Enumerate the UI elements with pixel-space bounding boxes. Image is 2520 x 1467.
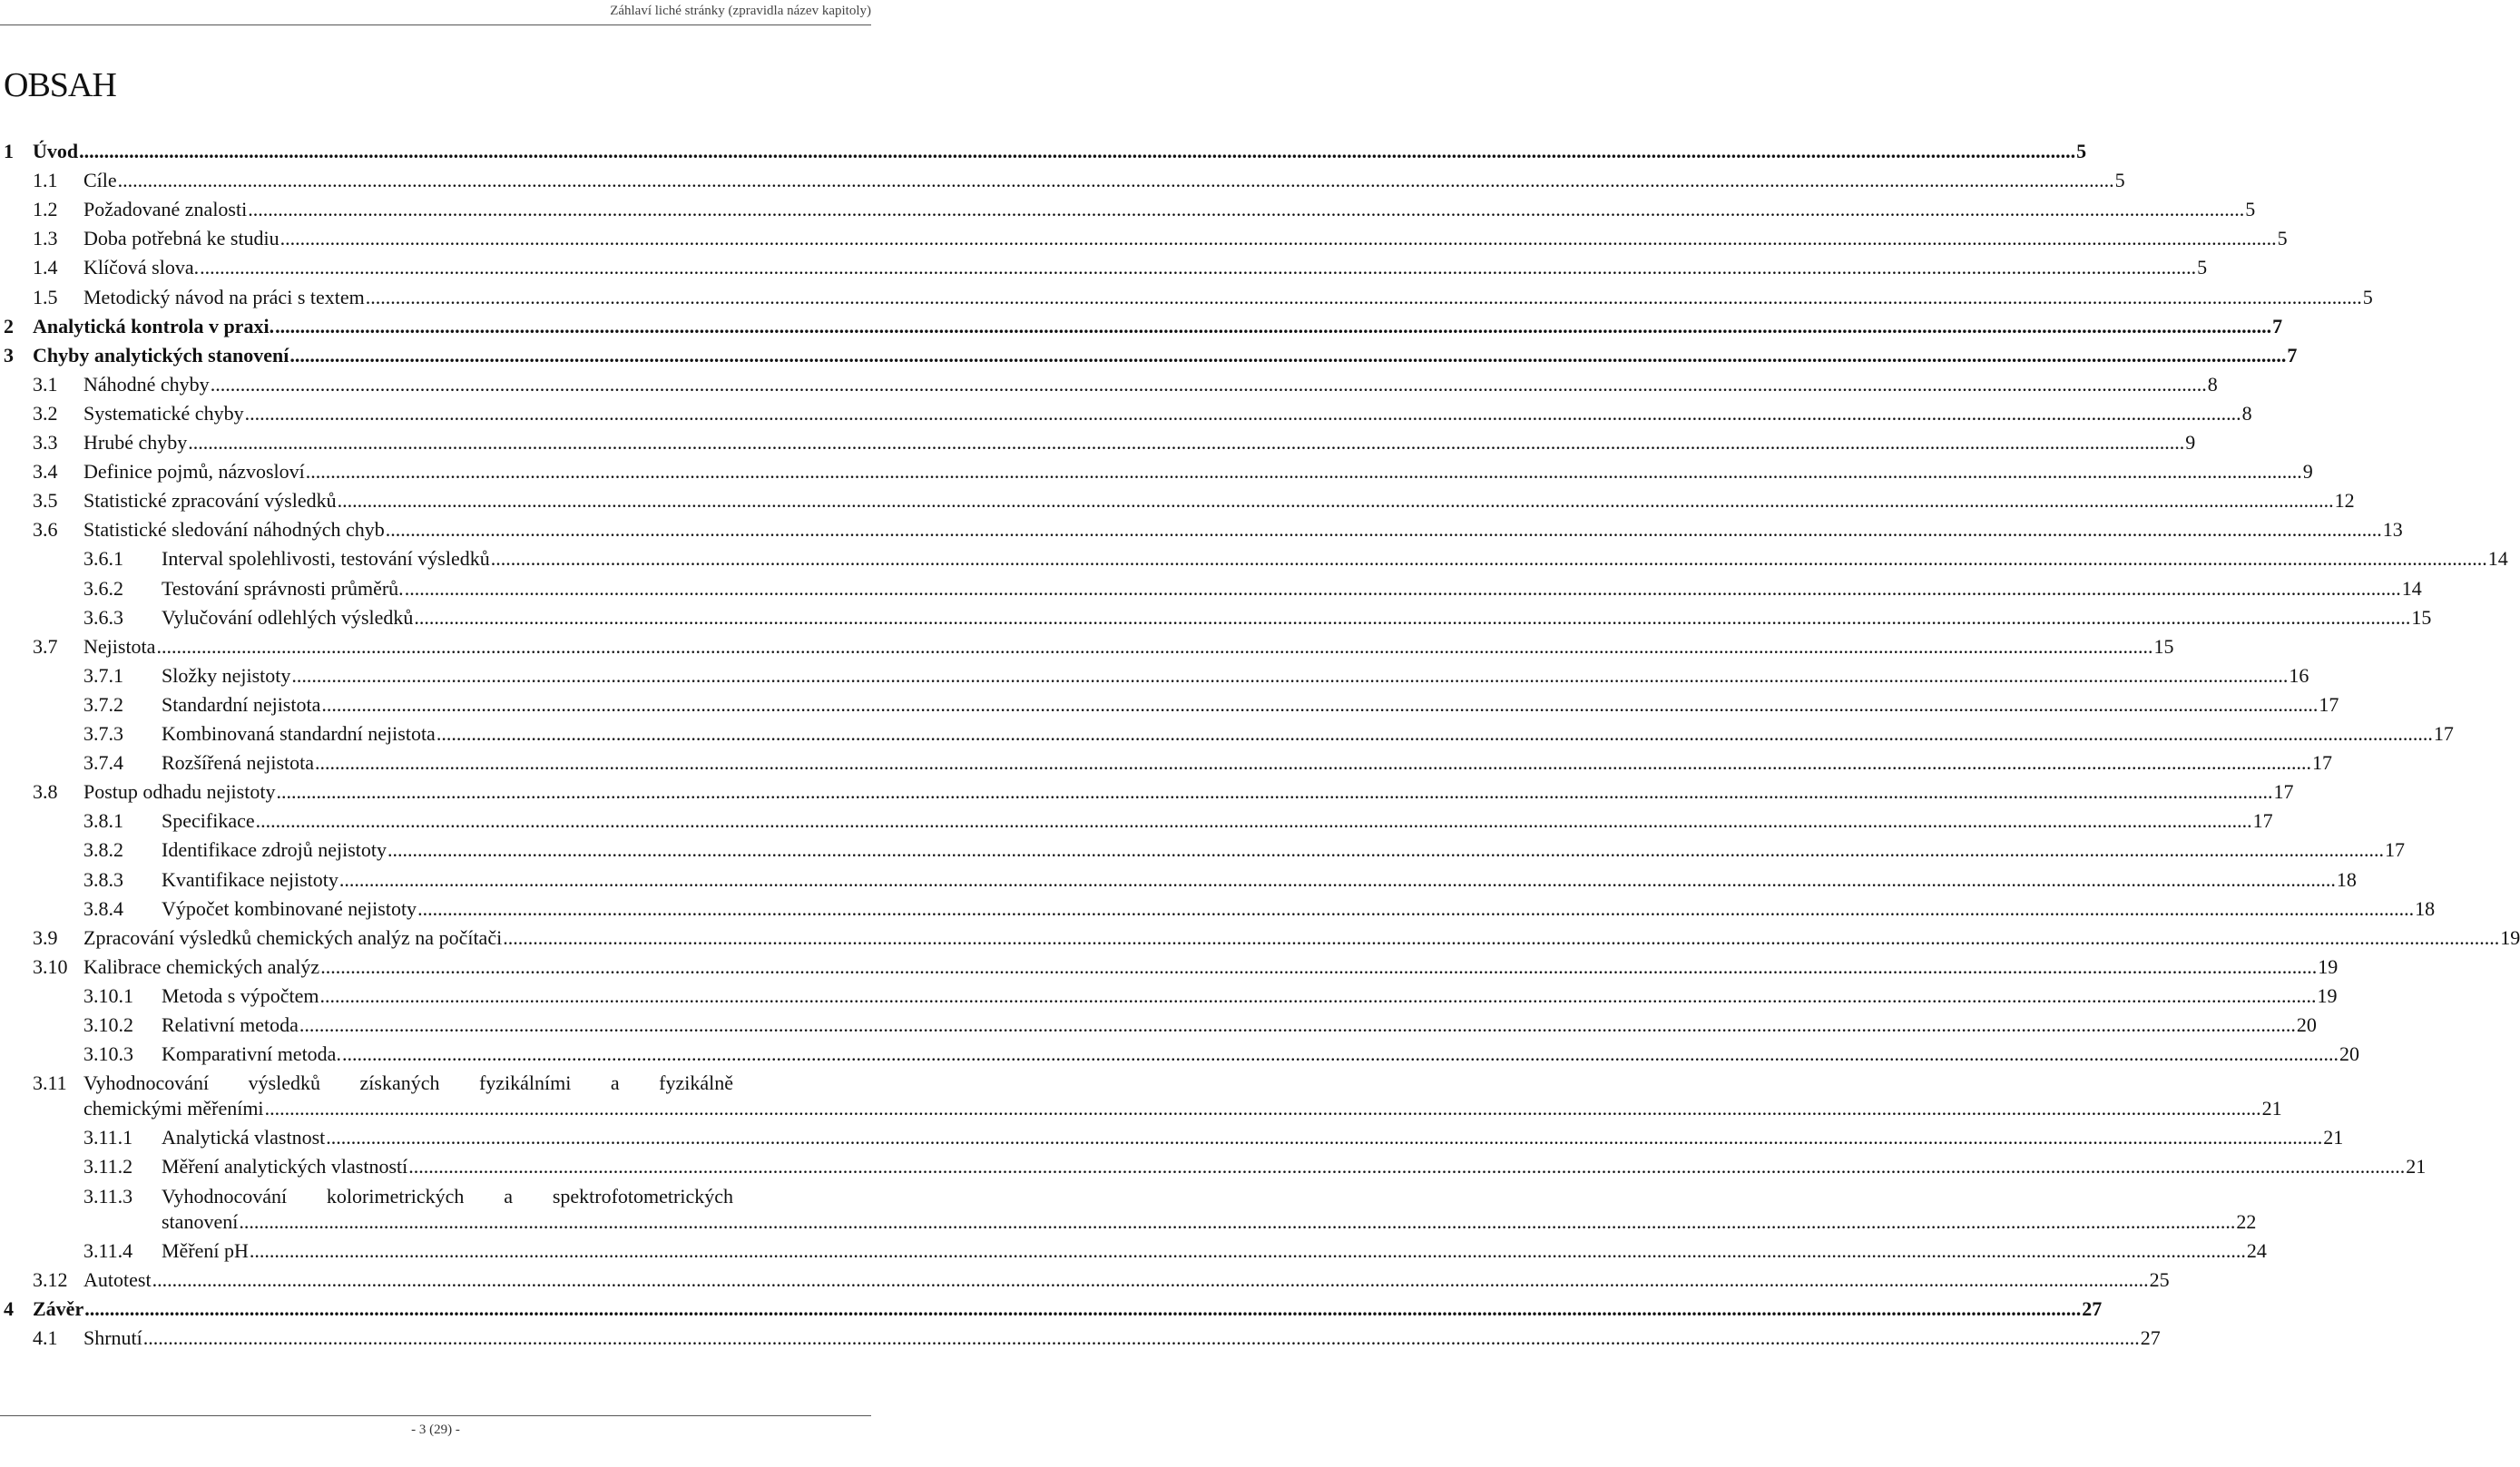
- toc-entry-label: Metoda s výpočtem: [162, 983, 319, 1007]
- toc-number-text: 4: [4, 1296, 14, 1320]
- toc-entry[interactable]: [162, 1012, 2317, 1039]
- toc-word: spektrofotometrických: [552, 1184, 733, 1208]
- toc-page-number: 9: [2302, 460, 2313, 484]
- toc-leader-dots: ................................................................................................................................................................................................................................................................................................................................................................................................................: [289, 343, 2287, 367]
- toc-entry-label: Požadované znalosti: [83, 198, 248, 221]
- toc-entry-line: [162, 1183, 733, 1210]
- toc-page-number: 14: [2487, 547, 2508, 571]
- toc-entry[interactable]: [162, 691, 2339, 719]
- toc-page-number: 19: [2317, 983, 2338, 1007]
- toc-number-text: 1.3: [33, 227, 58, 250]
- toc-entry[interactable]: [33, 138, 2087, 165]
- toc-leader-dots: ................................................................................................................................................................................................................................................................................................................................................................................................................: [490, 547, 2487, 571]
- toc-leader-dots: ................................................................................................................................................................................................................................................................................................................................................................................................................: [248, 198, 2245, 221]
- toc-page-number: 17: [2385, 838, 2406, 862]
- toc-leader-dots: ................................................................................................................................................................................................................................................................................................................................................................................................................: [341, 1042, 2339, 1066]
- toc-leader-dots: ................................................................................................................................................................................................................................................................................................................................................................................................................: [321, 692, 2319, 716]
- toc-number: [33, 1070, 67, 1097]
- toc-number: [83, 1012, 133, 1039]
- toc-number: [83, 807, 123, 835]
- toc-entry[interactable]: [162, 866, 2357, 894]
- toc-number-text: 3.7: [33, 634, 58, 658]
- toc-entry[interactable]: [83, 196, 2256, 223]
- toc-page-number: 5: [2277, 227, 2288, 250]
- toc-entry[interactable]: [83, 400, 2252, 427]
- toc-leader-dots: ................................................................................................................................................................................................................................................................................................................................................................................................................: [337, 489, 2334, 513]
- toc-number: [33, 167, 58, 194]
- toc-number: [83, 575, 123, 602]
- toc-entry-label: Složky nejistoty: [162, 663, 291, 687]
- toc-entry-label: Cíle: [83, 169, 117, 192]
- toc-leader-dots: ................................................................................................................................................................................................................................................................................................................................................................................................................: [387, 838, 2385, 862]
- toc-number-text: 2: [4, 314, 14, 337]
- toc-number: [33, 196, 58, 223]
- toc-leader-dots: ................................................................................................................................................................................................................................................................................................................................................................................................................: [276, 780, 2273, 804]
- toc-entry[interactable]: [162, 749, 2333, 777]
- toc-entry[interactable]: [83, 458, 2313, 485]
- toc-number-text: 3.7.2: [83, 692, 123, 716]
- toc-number: [83, 749, 123, 777]
- toc-leader-dots: ................................................................................................................................................................................................................................................................................................................................................................................................................: [239, 1209, 2236, 1233]
- toc-word: fyzikálními: [478, 1071, 572, 1095]
- toc-entry[interactable]: [162, 1124, 2344, 1151]
- toc-entry-label: Analytická kontrola v praxi.: [33, 314, 275, 337]
- toc-entry[interactable]: [83, 254, 2208, 281]
- toc-number: [33, 225, 58, 252]
- toc-entry-label: Hrubé chyby: [83, 431, 188, 454]
- toc-number-text: 3.6.3: [83, 605, 123, 629]
- toc-page-number: 25: [2149, 1267, 2170, 1291]
- toc-entry-label: Měření pH: [162, 1238, 249, 1262]
- toc-number-text: 1.4: [33, 256, 58, 279]
- toc-entry-label: Specifikace: [162, 809, 255, 833]
- toc-leader-dots: ................................................................................................................................................................................................................................................................................................................................................................................................................: [249, 1238, 2246, 1262]
- toc-number-text: 3.10.3: [83, 1042, 133, 1066]
- toc-number: [83, 866, 123, 894]
- toc-number: [83, 836, 123, 864]
- toc-word: kolorimetrických: [326, 1184, 465, 1208]
- toc-page-number: 5: [2362, 285, 2373, 308]
- toc-leader-dots: ................................................................................................................................................................................................................................................................................................................................................................................................................: [275, 314, 2272, 337]
- toc-entry-label: Výpočet kombinované nejistoty: [162, 896, 417, 920]
- toc-leader-dots: ................................................................................................................................................................................................................................................................................................................................................................................................................: [156, 634, 2153, 658]
- toc-entry[interactable]: [162, 895, 2436, 923]
- toc-entry-label: Doba potřebná ke studiu: [83, 227, 279, 250]
- toc-entry-label: Testování správnosti průměrů.: [162, 576, 404, 600]
- toc-leader-dots: ................................................................................................................................................................................................................................................................................................................................................................................................................: [365, 285, 2362, 308]
- toc-leader-dots: ................................................................................................................................................................................................................................................................................................................................................................................................................: [436, 722, 2433, 745]
- toc-entry[interactable]: [83, 778, 2294, 806]
- toc-entry[interactable]: [83, 633, 2174, 660]
- toc-number: [33, 487, 58, 514]
- toc-number-text: 3.11: [33, 1071, 67, 1095]
- toc-page-number: 12: [2334, 489, 2355, 513]
- toc-number: [4, 1296, 14, 1323]
- header-rule: [0, 24, 871, 25]
- toc-number: [4, 138, 14, 165]
- toc-number-text: 4.1: [33, 1325, 58, 1349]
- toc-entry-label: Definice pojmů, názvosloví: [83, 460, 305, 484]
- toc-word: a: [504, 1184, 513, 1208]
- toc-number-text: 3.11.4: [83, 1238, 133, 1262]
- toc-page-number: 15: [2411, 605, 2432, 629]
- toc-number: [33, 1267, 68, 1294]
- toc-number: [83, 720, 123, 748]
- toc-entry-label: Analytická vlastnost: [162, 1126, 326, 1149]
- toc-leader-dots: ................................................................................................................................................................................................................................................................................................................................................................................................................: [152, 1267, 2149, 1291]
- toc-number: [33, 254, 58, 281]
- toc-page-number: 18: [2415, 896, 2436, 920]
- toc-leader-dots: ................................................................................................................................................................................................................................................................................................................................................................................................................: [417, 896, 2415, 920]
- toc-number: [83, 545, 123, 572]
- toc-page-number: 21: [2323, 1126, 2344, 1149]
- toc-leader-dots: ................................................................................................................................................................................................................................................................................................................................................................................................................: [408, 1155, 2406, 1178]
- toc-number: [4, 313, 14, 340]
- toc-word: Vyhodnocování: [162, 1184, 288, 1208]
- toc-number: [83, 691, 123, 719]
- toc-leader-dots: ................................................................................................................................................................................................................................................................................................................................................................................................................: [319, 983, 2317, 1007]
- toc-entry-label: Závěr: [33, 1296, 84, 1320]
- toc-page-number: 5: [2076, 140, 2087, 162]
- toc-leader-dots: ................................................................................................................................................................................................................................................................................................................................................................................................................: [79, 140, 2076, 162]
- page-title: OBSAH: [4, 66, 116, 104]
- toc-entry[interactable]: [83, 284, 2373, 311]
- toc-number-text: 3.3: [33, 431, 58, 454]
- toc-entry-label: Vylučování odlehlých výsledků: [162, 605, 414, 629]
- toc-number-text: 3.1: [33, 372, 58, 396]
- toc-number: [4, 342, 14, 369]
- toc-entry[interactable]: [83, 954, 2339, 981]
- toc-number-text: 3.8.3: [83, 867, 123, 891]
- toc-number-text: 1.5: [33, 285, 58, 308]
- toc-entry[interactable]: [33, 1296, 2103, 1323]
- toc-number: [33, 516, 58, 543]
- toc-entry-label: Postup odhadu nejistoty: [83, 780, 276, 804]
- toc-page-number: 8: [2241, 401, 2252, 425]
- toc-page-number: 14: [2401, 576, 2422, 600]
- toc-page-number: 17: [2433, 722, 2454, 745]
- toc-number-text: 3.11.2: [83, 1155, 133, 1178]
- toc-number-text: 3: [4, 343, 14, 367]
- toc-leader-dots: ................................................................................................................................................................................................................................................................................................................................................................................................................: [117, 169, 2114, 192]
- toc-word: fyzikálně: [659, 1071, 733, 1095]
- toc-number: [33, 400, 58, 427]
- toc-entry-label: Statistické sledování náhodných chyb: [83, 518, 385, 542]
- toc-number: [83, 1153, 132, 1180]
- toc-leader-dots: ................................................................................................................................................................................................................................................................................................................................................................................................................: [385, 518, 2382, 542]
- toc-page-number: 7: [2272, 314, 2283, 337]
- toc-entry-label: Úvod: [33, 140, 79, 162]
- toc-page-number: 24: [2246, 1238, 2267, 1262]
- toc-page-number: 27: [2082, 1296, 2103, 1320]
- toc-entry[interactable]: [83, 1325, 2161, 1352]
- toc-number: [83, 1183, 132, 1210]
- toc-number: [33, 458, 58, 485]
- toc-number: [33, 429, 58, 456]
- toc-number-text: 3.6.2: [83, 576, 123, 600]
- toc-leader-dots: ................................................................................................................................................................................................................................................................................................................................................................................................................: [320, 954, 2318, 978]
- toc-page-number: 16: [2289, 663, 2309, 687]
- toc-entry-label: Interval spolehlivosti, testování výsledků: [162, 547, 490, 571]
- toc-leader-dots: ................................................................................................................................................................................................................................................................................................................................................................................................................: [315, 751, 2312, 775]
- toc-word: získaných: [359, 1071, 440, 1095]
- toc-number: [83, 1124, 132, 1151]
- toc-number-text: 3.7.1: [83, 663, 123, 687]
- toc-page-number: 19: [2318, 954, 2339, 978]
- toc-page-number: 18: [2336, 867, 2357, 891]
- toc-entry[interactable]: [162, 1153, 2427, 1180]
- toc-leader-dots: ................................................................................................................................................................................................................................................................................................................................................................................................................: [404, 576, 2401, 600]
- toc-entry[interactable]: [162, 1041, 2359, 1068]
- toc-number-text: 3.5: [33, 489, 58, 513]
- toc-page-number: 19: [2500, 925, 2520, 949]
- toc-entry-label: Komparativní metoda.: [162, 1042, 341, 1066]
- toc-page-number: 27: [2140, 1325, 2161, 1349]
- toc-entry[interactable]: [162, 575, 2422, 602]
- toc-number-text: 3.2: [33, 401, 58, 425]
- toc-entry-label: Klíčová slova.: [83, 256, 200, 279]
- toc-number: [33, 924, 58, 952]
- toc-number-text: 3.9: [33, 925, 58, 949]
- toc-entry[interactable]: [162, 983, 2338, 1010]
- toc-entry-label: Identifikace zdrojů nejistoty: [162, 838, 387, 862]
- toc-leader-dots: ................................................................................................................................................................................................................................................................................................................................................................................................................: [142, 1325, 2140, 1349]
- toc-leader-dots: ................................................................................................................................................................................................................................................................................................................................................................................................................: [291, 663, 2289, 687]
- toc-number-text: 3.8.2: [83, 838, 123, 862]
- toc-page-number: 21: [2261, 1097, 2282, 1120]
- toc-entry-label: Měření analytických vlastností: [162, 1155, 408, 1178]
- toc-entry[interactable]: [162, 1208, 2257, 1236]
- toc-leader-dots: ................................................................................................................................................................................................................................................................................................................................................................................................................: [188, 431, 2185, 454]
- toc-number-text: 3.12: [33, 1267, 68, 1291]
- toc-number: [33, 1325, 58, 1352]
- toc-number: [83, 1237, 132, 1265]
- toc-entry-label: Relativní metoda: [162, 1013, 299, 1036]
- toc-page-number: 17: [2252, 809, 2273, 833]
- toc-page-number: 9: [2185, 431, 2196, 454]
- toc-number-text: 3.8.1: [83, 809, 123, 833]
- toc-entry-label: Metodický návod na práci s textem: [83, 285, 365, 308]
- toc-leader-dots: ................................................................................................................................................................................................................................................................................................................................................................................................................: [414, 605, 2411, 629]
- toc-word: Vyhodnocování: [83, 1071, 210, 1095]
- toc-entry-label: Nejistota: [83, 634, 156, 658]
- toc-number-text: 3.11.3: [83, 1184, 133, 1208]
- toc-entry[interactable]: [162, 1237, 2267, 1265]
- toc-number-text: 3.8.4: [83, 896, 123, 920]
- toc-page-number: 15: [2153, 634, 2174, 658]
- toc-entry[interactable]: [162, 604, 2432, 631]
- toc-leader-dots: ................................................................................................................................................................................................................................................................................................................................................................................................................: [279, 227, 2277, 250]
- toc-leader-dots: ................................................................................................................................................................................................................................................................................................................................................................................................................: [210, 372, 2207, 396]
- toc-entry-label: Statistické zpracování výsledků: [83, 489, 337, 513]
- toc-number: [33, 284, 58, 311]
- toc-entry-label: Náhodné chyby: [83, 372, 210, 396]
- toc-number-text: 3.11.1: [83, 1126, 133, 1149]
- page-header: Záhlaví liché stránky (zpravidla název kapitoly): [610, 4, 871, 18]
- toc-entry-label: stanovení: [162, 1209, 239, 1233]
- toc-entry-label: Shrnutí: [83, 1325, 142, 1349]
- toc-number-text: 1: [4, 140, 14, 162]
- toc-page-number: 17: [2312, 751, 2333, 775]
- toc-entry[interactable]: [162, 836, 2406, 864]
- toc-number-text: 3.7.4: [83, 751, 123, 775]
- toc-page-number: 20: [2296, 1013, 2317, 1036]
- toc-page-number: 20: [2339, 1042, 2359, 1066]
- toc-page-number: 7: [2287, 343, 2298, 367]
- toc-number-text: 3.10.1: [83, 983, 133, 1007]
- toc-entry[interactable]: [33, 313, 2283, 340]
- toc-entry-label: Chyby analytických stanovení: [33, 343, 289, 367]
- toc-page-number: 5: [2114, 169, 2125, 192]
- toc-page-number: 17: [2273, 780, 2294, 804]
- toc-entry[interactable]: [83, 371, 2218, 398]
- toc-leader-dots: ................................................................................................................................................................................................................................................................................................................................................................................................................: [338, 867, 2336, 891]
- toc-leader-dots: ................................................................................................................................................................................................................................................................................................................................................................................................................: [200, 256, 2197, 279]
- toc-page-number: 22: [2236, 1209, 2257, 1233]
- toc-number: [83, 662, 123, 689]
- toc-entry[interactable]: [83, 1095, 2282, 1122]
- toc-leader-dots: ................................................................................................................................................................................................................................................................................................................................................................................................................: [503, 925, 2500, 949]
- toc-entry-label: Systematické chyby: [83, 401, 244, 425]
- toc-entry[interactable]: [162, 545, 2508, 572]
- toc-number: [83, 1041, 133, 1068]
- toc-number-text: 1.2: [33, 198, 58, 221]
- toc-entry-label: chemickými měřeními: [83, 1097, 264, 1120]
- toc-number-text: 3.6.1: [83, 547, 123, 571]
- toc-number: [83, 895, 123, 923]
- toc-entry[interactable]: [162, 720, 2454, 748]
- toc-number-text: 1.1: [33, 169, 58, 192]
- toc-entry[interactable]: [162, 662, 2309, 689]
- toc-page-number: 21: [2406, 1155, 2427, 1178]
- toc-entry[interactable]: [83, 924, 2520, 952]
- toc-page-number: 17: [2319, 692, 2339, 716]
- toc-entry-label: Kalibrace chemických analýz: [83, 954, 320, 978]
- toc-leader-dots: ................................................................................................................................................................................................................................................................................................................................................................................................................: [84, 1296, 2082, 1320]
- toc-entry-label: Kombinovaná standardní nejistota: [162, 722, 436, 745]
- toc-number-text: 3.10.2: [83, 1013, 133, 1036]
- toc-page-number: 13: [2382, 518, 2403, 542]
- toc-leader-dots: ................................................................................................................................................................................................................................................................................................................................................................................................................: [264, 1097, 2261, 1120]
- toc-word: výsledků: [248, 1071, 321, 1095]
- toc-leader-dots: ................................................................................................................................................................................................................................................................................................................................................................................................................: [244, 401, 2241, 425]
- toc-word: a: [610, 1071, 620, 1095]
- toc-entry-label: Rozšířená nejistota: [162, 751, 315, 775]
- toc-entry[interactable]: [33, 342, 2298, 369]
- toc-entry-label: Standardní nejistota: [162, 692, 321, 716]
- toc-number: [33, 633, 58, 660]
- toc-number-text: 3.4: [33, 460, 58, 484]
- toc-number-text: 3.6: [33, 518, 58, 542]
- toc-entry-label: Kvantifikace nejistoty: [162, 867, 338, 891]
- toc-number: [33, 954, 68, 981]
- toc-page-number: 8: [2207, 372, 2218, 396]
- toc-page-number: 5: [2197, 256, 2208, 279]
- toc-number: [83, 604, 123, 631]
- toc-number: [33, 778, 58, 806]
- toc-number-text: 3.8: [33, 780, 58, 804]
- toc-entry[interactable]: [162, 807, 2273, 835]
- toc-number: [83, 983, 133, 1010]
- toc-entry-label: Zpracování výsledků chemických analýz na počítači: [83, 925, 503, 949]
- toc-entry-label: Autotest: [83, 1267, 152, 1291]
- toc-number: [33, 371, 58, 398]
- toc-entry[interactable]: [83, 516, 2403, 543]
- toc-entry[interactable]: [83, 1267, 2170, 1294]
- toc-leader-dots: ................................................................................................................................................................................................................................................................................................................................................................................................................: [299, 1013, 2296, 1036]
- toc-page-number: 5: [2245, 198, 2256, 221]
- toc-entry-line: [83, 1070, 733, 1097]
- toc-entry[interactable]: [83, 487, 2355, 514]
- toc-leader-dots: ................................................................................................................................................................................................................................................................................................................................................................................................................: [326, 1126, 2323, 1149]
- footer-rule: [0, 1415, 871, 1416]
- toc-leader-dots: ................................................................................................................................................................................................................................................................................................................................................................................................................: [255, 809, 2252, 833]
- toc-entry[interactable]: [83, 167, 2125, 194]
- page-footer: - 3 (29) -: [411, 1423, 460, 1437]
- toc-leader-dots: ................................................................................................................................................................................................................................................................................................................................................................................................................: [305, 460, 2302, 484]
- toc-number-text: 3.7.3: [83, 722, 123, 745]
- toc-entry[interactable]: [83, 429, 2196, 456]
- toc-number-text: 3.10: [33, 954, 68, 978]
- toc-entry[interactable]: [83, 225, 2288, 252]
